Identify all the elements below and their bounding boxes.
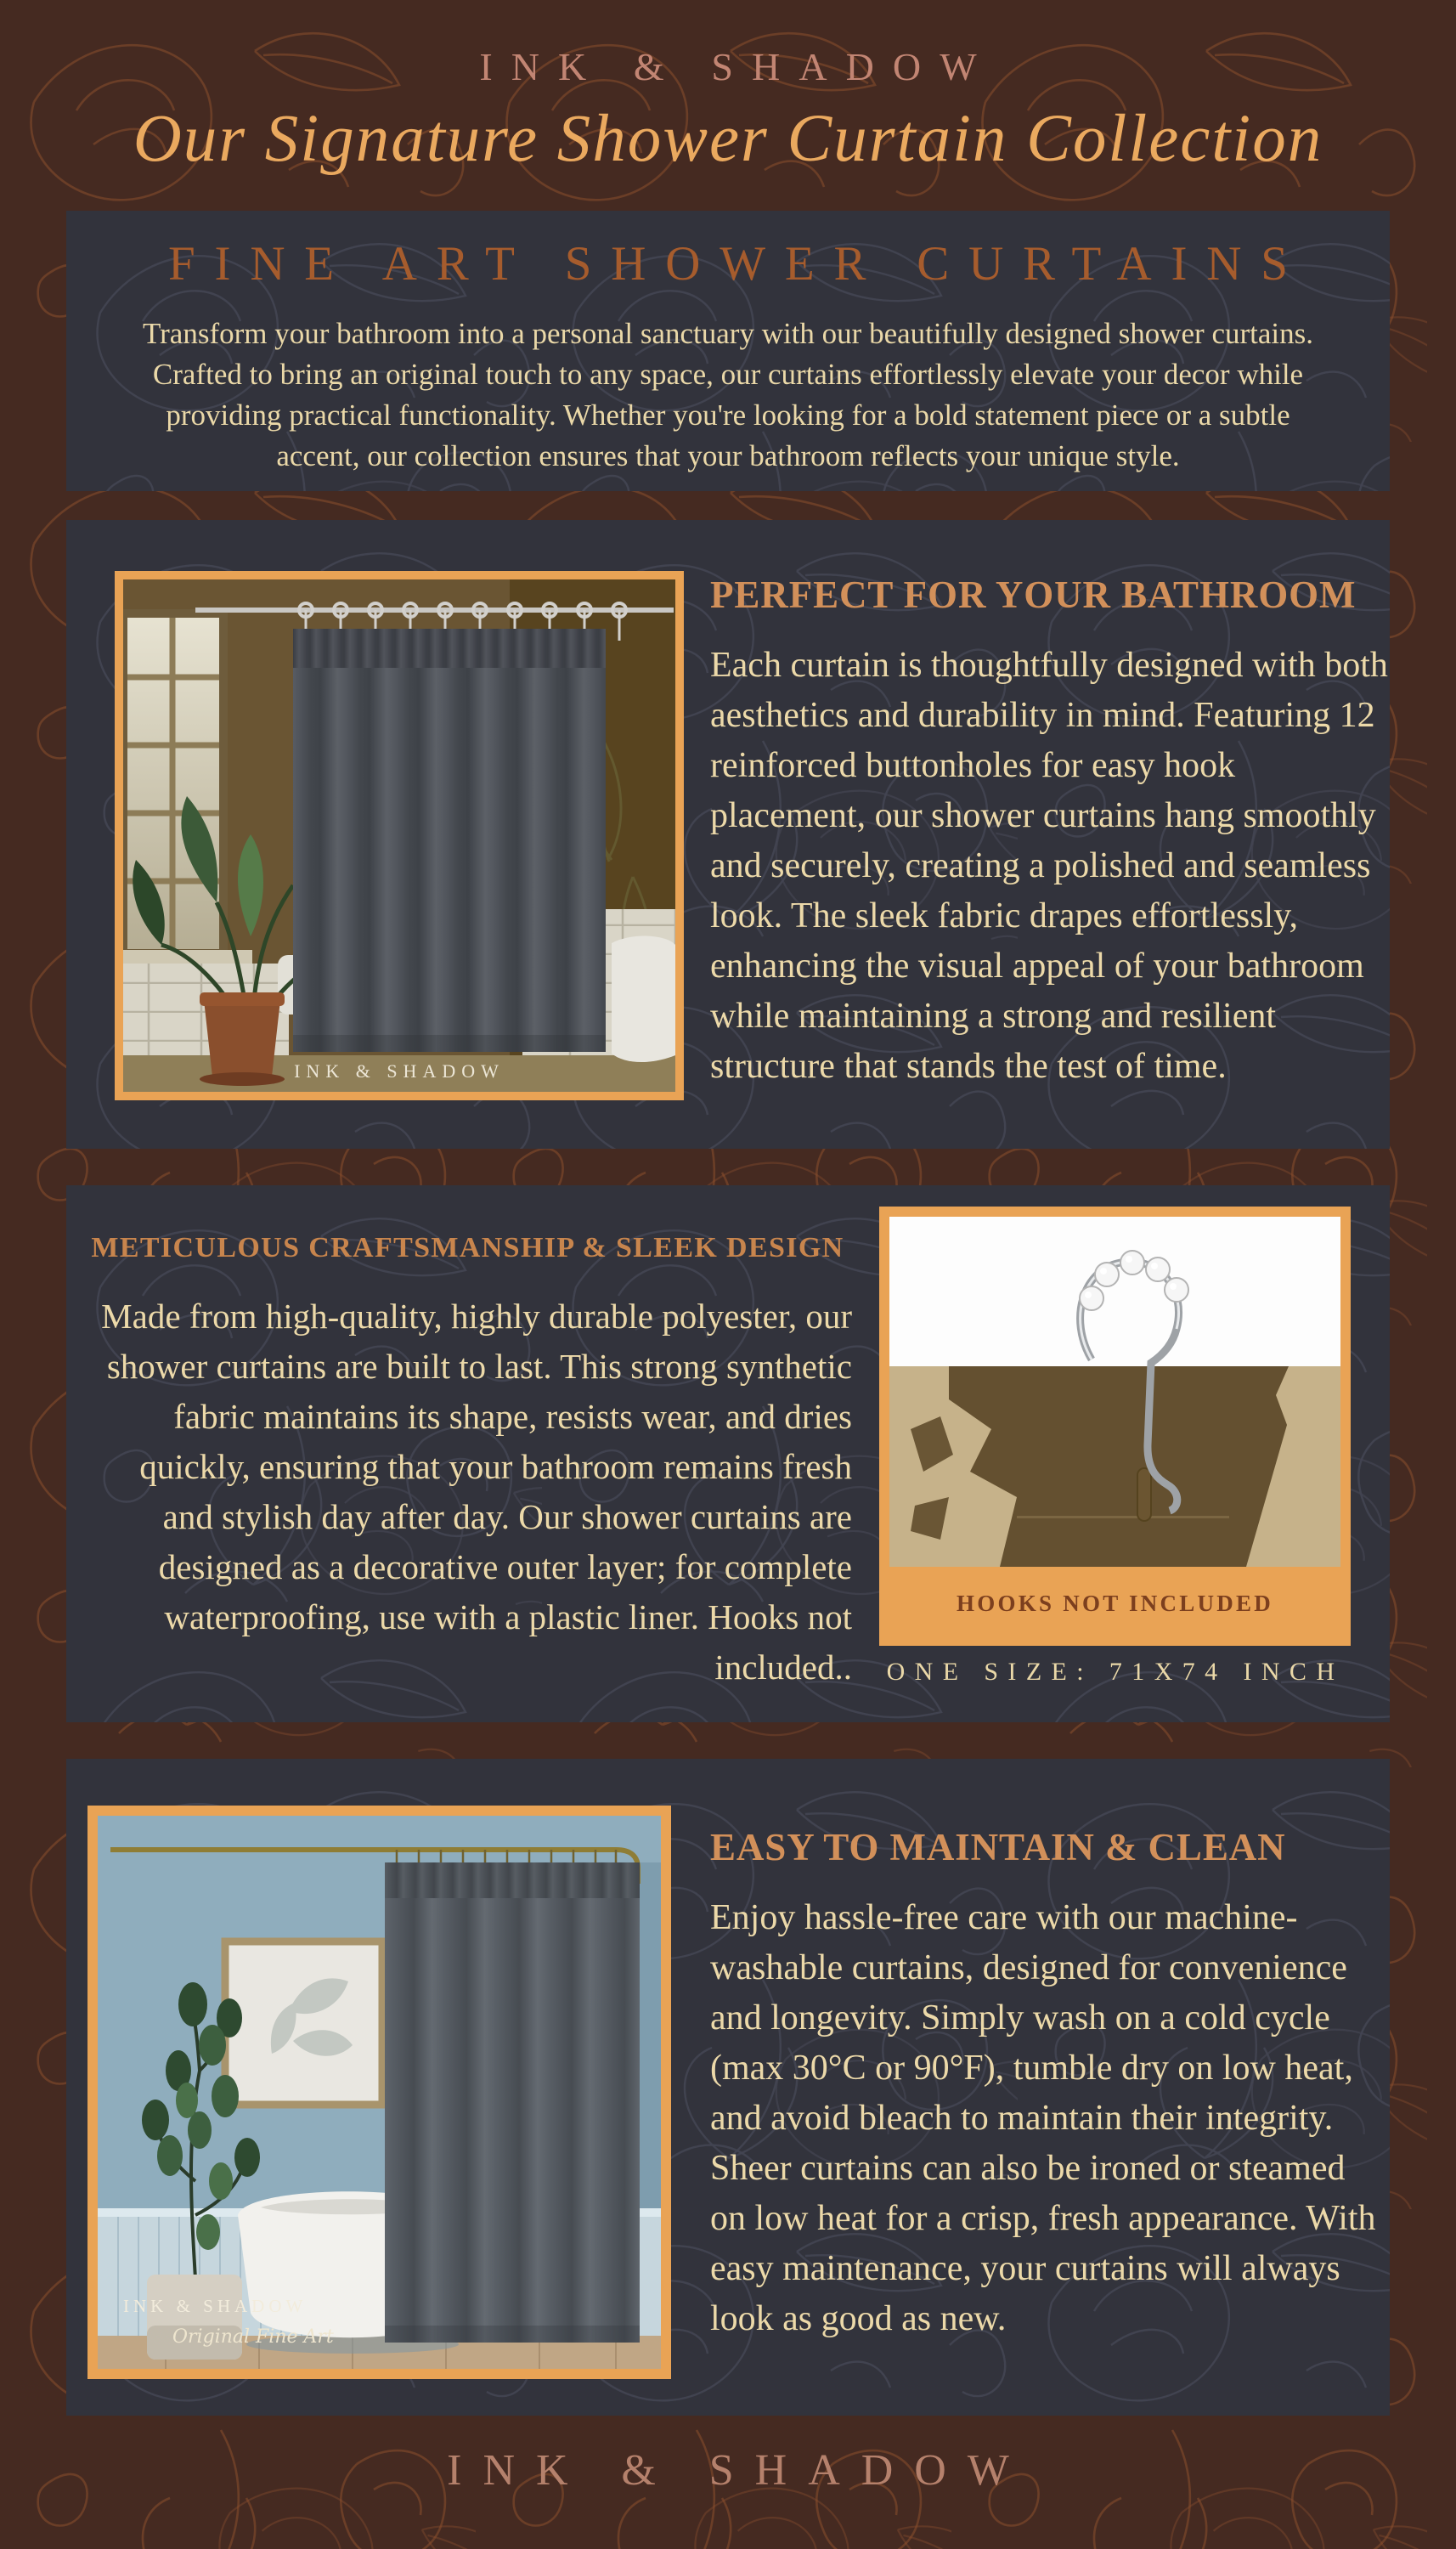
section-craftsmanship-panel: [66, 1185, 1390, 1722]
section-craftsmanship-heading: METICULOUS CRAFTSMANSHIP & SLEEK DESIGN: [91, 1232, 844, 1263]
bathtub-photo-illustration: [98, 1816, 661, 2369]
intro-body: Transform your bathroom into a personal sanctuary with our beautifully designed shower curtains. Crafted to bring an original touch to any space, our curtains effortlessly elevate your decor while providing practical functionality. Whether you're looking for a bold statement piece or a subtle accent, our collection ensures that your bathroom reflects your unique style.: [143, 317, 1313, 472]
section-care-heading: EASY TO MAINTAIN & CLEAN: [710, 1826, 1286, 1868]
fabric-seam: [1017, 1516, 1229, 1518]
bathtub: [612, 936, 675, 1063]
photo-watermark: INK & SHADOW: [294, 1060, 505, 1082]
white-backdrop: [889, 1217, 1340, 1366]
photo-watermark-sub: Original Fine Art: [172, 2326, 334, 2348]
section-care-text: [710, 1825, 1390, 2344]
section-bathroom-body: Each curtain is thoughtfully designed with both aesthetics and durability in mind. Featuring 12 reinforced buttonholes for easy hook placement, our shower curtains hang smoothly and securely, creating a polished and seamless look. The sleek fabric drapes effortlessly, enhancing the visual appeal of your bathroom while maintaining a strong and resilient structure that stands the test of time.: [710, 646, 1388, 1086]
hook-detail-photo: [879, 1207, 1351, 1646]
framed-leaf-art: [225, 1941, 382, 2105]
gray-shower-curtain: [293, 629, 606, 1052]
buttonhole: [1137, 1468, 1151, 1521]
header: [0, 0, 1456, 211]
section-bathroom-heading: PERFECT FOR YOUR BATHROOM: [710, 574, 1357, 616]
size-note: ONE SIZE: 71X74 INCH: [886, 1658, 1345, 1686]
hook-photo-illustration: [889, 1217, 1340, 1567]
section-bathroom-text: [710, 573, 1390, 1092]
hook-photo-caption: HOOKS NOT INCLUDED: [889, 1571, 1340, 1640]
footer-brand-title: INK & SHADOW: [447, 2446, 1030, 2495]
intro-panel: [66, 211, 1390, 491]
section-bathroom-panel: [66, 520, 1390, 1149]
terracotta-pot: [204, 1000, 280, 1077]
brand-tagline: Our Signature Shower Curtain Collection: [133, 102, 1323, 176]
bathtub-lifestyle-photo: [87, 1806, 671, 2379]
section-care-body: Enjoy hassle-free care with our machine-washable curtains, designed for convenience and longevity. Simply wash on a cold cycle (max 30°C or 90°F), tumble dry on low heat, and avoid bleach to maintain their integrity. Sheer curtains can also be ironed or steamed on low heat for a crisp, fresh appearance. With easy maintenance, your curtains will always look as good as new.: [710, 1898, 1376, 2338]
gray-shower-curtain: [385, 1862, 640, 2343]
section-care-panel: [66, 1759, 1390, 2416]
section-craftsmanship-text: [83, 1232, 852, 1693]
brand-title: INK & SHADOW: [479, 45, 996, 88]
curtain-photo-illustration: [123, 579, 675, 1092]
curtain-lifestyle-photo: [115, 571, 684, 1100]
intro-title: FINE ART SHOWER CURTAINS: [168, 237, 1307, 291]
photo-watermark: INK & SHADOW: [123, 2296, 308, 2316]
section-craftsmanship-body: Made from high-quality, highly durable polyester, our shower curtains are built to last. This strong synthetic fabric maintains its shape, resists wear, and dries quickly, ensuring that your bathroom remains fresh and stylish day after day. Our shower curtains are designed as a decorative outer layer; for complete waterproofing, use with a plastic liner. Hooks not included..: [101, 1297, 852, 1687]
